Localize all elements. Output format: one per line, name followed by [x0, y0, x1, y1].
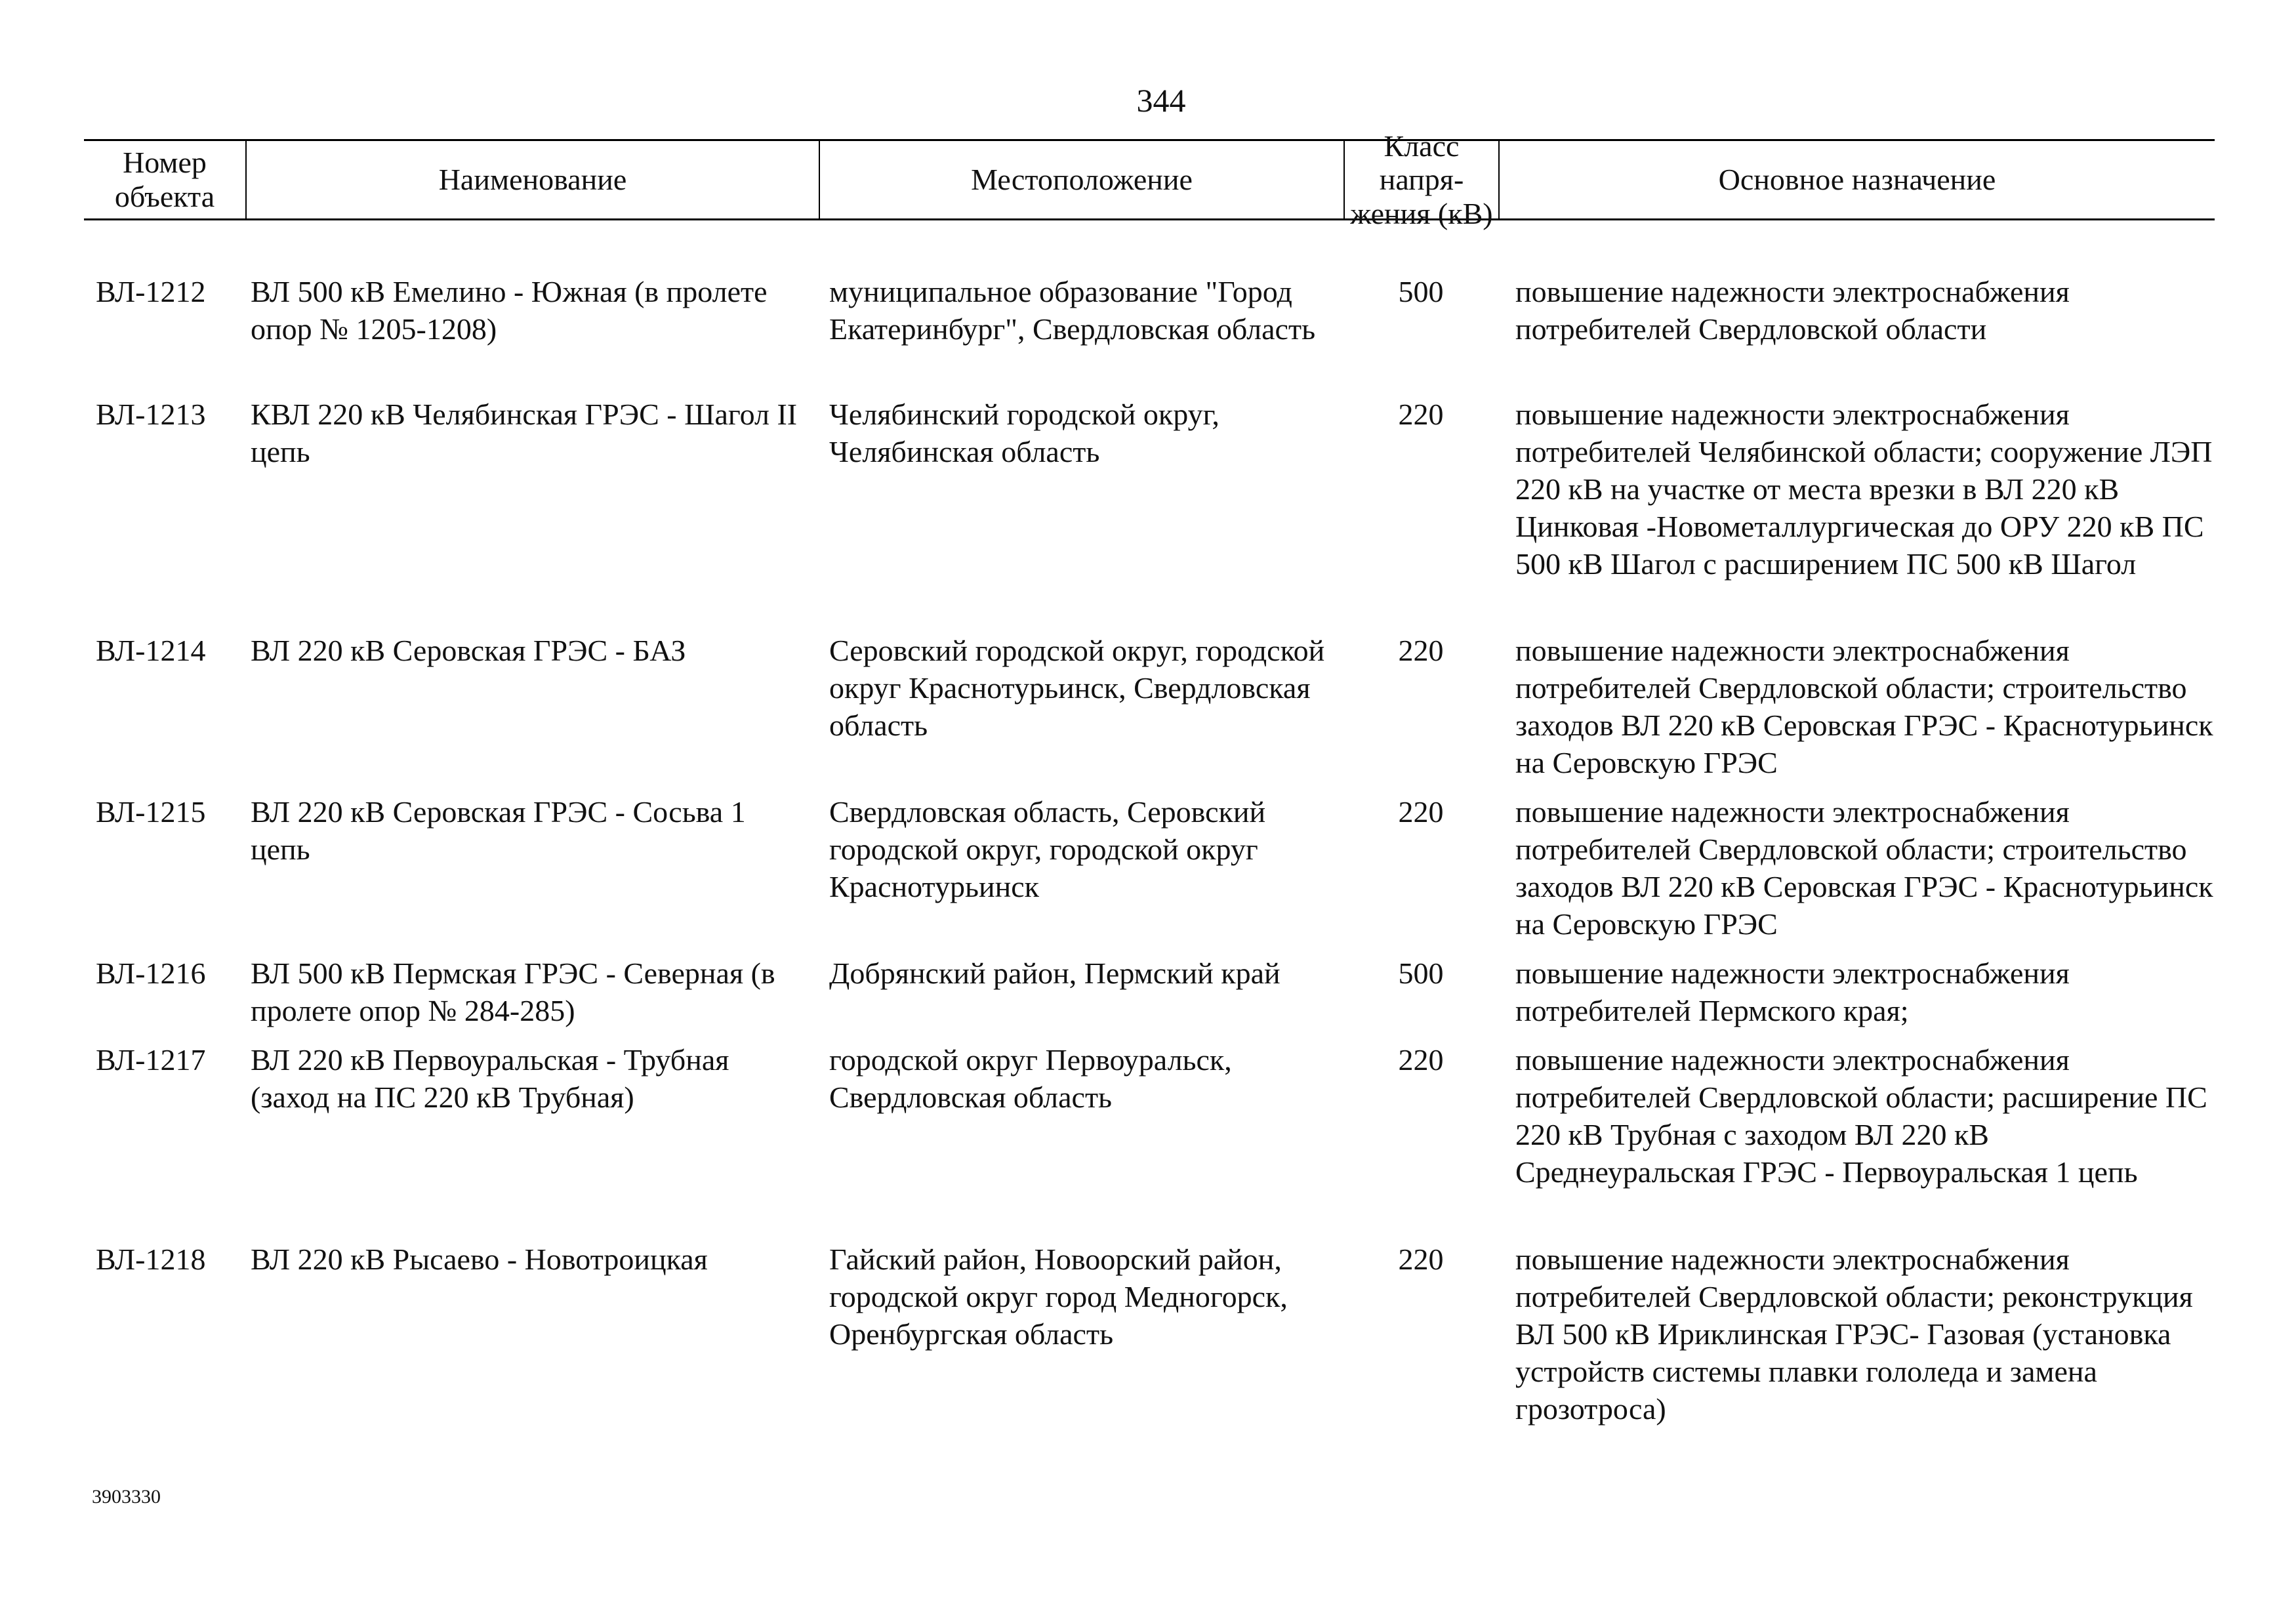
- table-row: [84, 955, 2215, 1041]
- object-number: ВЛ-1215: [96, 795, 206, 829]
- header-location: Местоположение: [819, 141, 1343, 218]
- object-name: ВЛ 220 кВ Первоуральская - Трубная (заход на ПС 220 кВ Трубная): [251, 1043, 729, 1114]
- page-number: 344: [1136, 82, 1186, 119]
- header-voltage: Класс напря-жения (кВ): [1343, 141, 1498, 218]
- object-purpose: повышение надежности электроснабжения потребителей Свердловской области; строительство заходов ВЛ 220 кВ Серовская ГРЭС - Краснотурьинск на Серовскую ГРЭС: [1515, 795, 2213, 941]
- object-name: ВЛ 220 кВ Рысаево - Новотроицкая: [251, 1243, 708, 1276]
- table-row: [84, 793, 2215, 955]
- header-number: Номер объекта: [114, 146, 215, 213]
- object-voltage: 220: [1398, 398, 1444, 431]
- object-purpose: повышение надежности электроснабжения потребителей Пермского края;: [1515, 956, 2070, 1027]
- table-row: [84, 1241, 2215, 1424]
- table-row: [84, 1041, 2215, 1241]
- object-number: ВЛ-1214: [96, 634, 206, 667]
- header-name: Наименование: [245, 141, 819, 218]
- object-location: Челябинский городской округ, Челябинская область: [829, 398, 1220, 468]
- object-voltage: 500: [1398, 956, 1444, 990]
- object-name: КВЛ 220 кВ Челябинская ГРЭС - Шагол II цепь: [251, 398, 798, 468]
- object-purpose: повышение надежности электроснабжения потребителей Свердловской области: [1515, 275, 2070, 346]
- object-voltage: 220: [1398, 795, 1444, 829]
- object-name: ВЛ 500 кВ Пермская ГРЭС - Северная (в пролете опор № 284-285): [251, 956, 775, 1027]
- object-location: муниципальное образование "Город Екатеринбург", Свердловская область: [829, 275, 1316, 346]
- object-name: ВЛ 500 кВ Емелино - Южная (в пролете опор № 1205-1208): [251, 275, 768, 346]
- table-row: [84, 632, 2215, 793]
- object-voltage: 500: [1398, 275, 1444, 308]
- object-location: городской округ Первоуральск, Свердловская область: [829, 1043, 1232, 1114]
- object-number: ВЛ-1217: [96, 1043, 206, 1077]
- object-voltage: 220: [1398, 1243, 1444, 1276]
- object-voltage: 220: [1398, 1043, 1444, 1077]
- object-location: Гайский район, Новоорский район, городской округ город Медногорск, Оренбургская область: [829, 1243, 1288, 1351]
- object-number: ВЛ-1218: [96, 1243, 206, 1276]
- object-location: Серовский городской округ, городской округ Краснотурьинск, Свердловская область: [829, 634, 1325, 742]
- object-number: ВЛ-1216: [96, 956, 206, 990]
- table-row: [84, 273, 2215, 396]
- object-number: ВЛ-1213: [96, 398, 206, 431]
- objects-table: [84, 129, 2215, 1426]
- object-purpose: повышение надежности электроснабжения потребителей Свердловской области; строительство заходов ВЛ 220 кВ Серовская ГРЭС - Краснотурьинск на Серовскую ГРЭС: [1515, 634, 2213, 779]
- object-purpose: повышение надежности электроснабжения потребителей Свердловской области; реконструкция ВЛ 500 кВ Ириклинская ГРЭС- Газовая (установка устройств системы плавки гололеда и замена грозотроса): [1515, 1243, 2193, 1426]
- object-name: ВЛ 220 кВ Серовская ГРЭС - БАЗ: [251, 634, 686, 667]
- table-body: [84, 220, 2215, 1424]
- table-header: [84, 129, 2215, 230]
- object-voltage: 220: [1398, 634, 1444, 667]
- object-purpose: повышение надежности электроснабжения потребителей Челябинской области; сооружение ЛЭП 220 кВ на участке от места врезки в ВЛ 220 кВ Цинковая -Новометаллургическая до ОРУ 220 кВ ПС 500 кВ Шагол с расширением ПС 500 кВ Шагол: [1515, 398, 2213, 581]
- document-code: 3903330: [92, 1486, 161, 1508]
- header-purpose: Основное назначение: [1498, 141, 2215, 218]
- object-location: Добрянский район, Пермский край: [829, 956, 1281, 990]
- object-name: ВЛ 220 кВ Серовская ГРЭС - Сосьва 1 цепь: [251, 795, 746, 866]
- table-row: [84, 396, 2215, 632]
- object-purpose: повышение надежности электроснабжения потребителей Свердловской области; расширение ПС 220 кВ Трубная с заходом ВЛ 220 кВ Среднеуральская ГРЭС - Первоуральская 1 цепь: [1515, 1043, 2207, 1189]
- object-number: ВЛ-1212: [96, 275, 206, 308]
- object-location: Свердловская область, Серовский городской округ, городской округ Краснотурьинск: [829, 795, 1266, 903]
